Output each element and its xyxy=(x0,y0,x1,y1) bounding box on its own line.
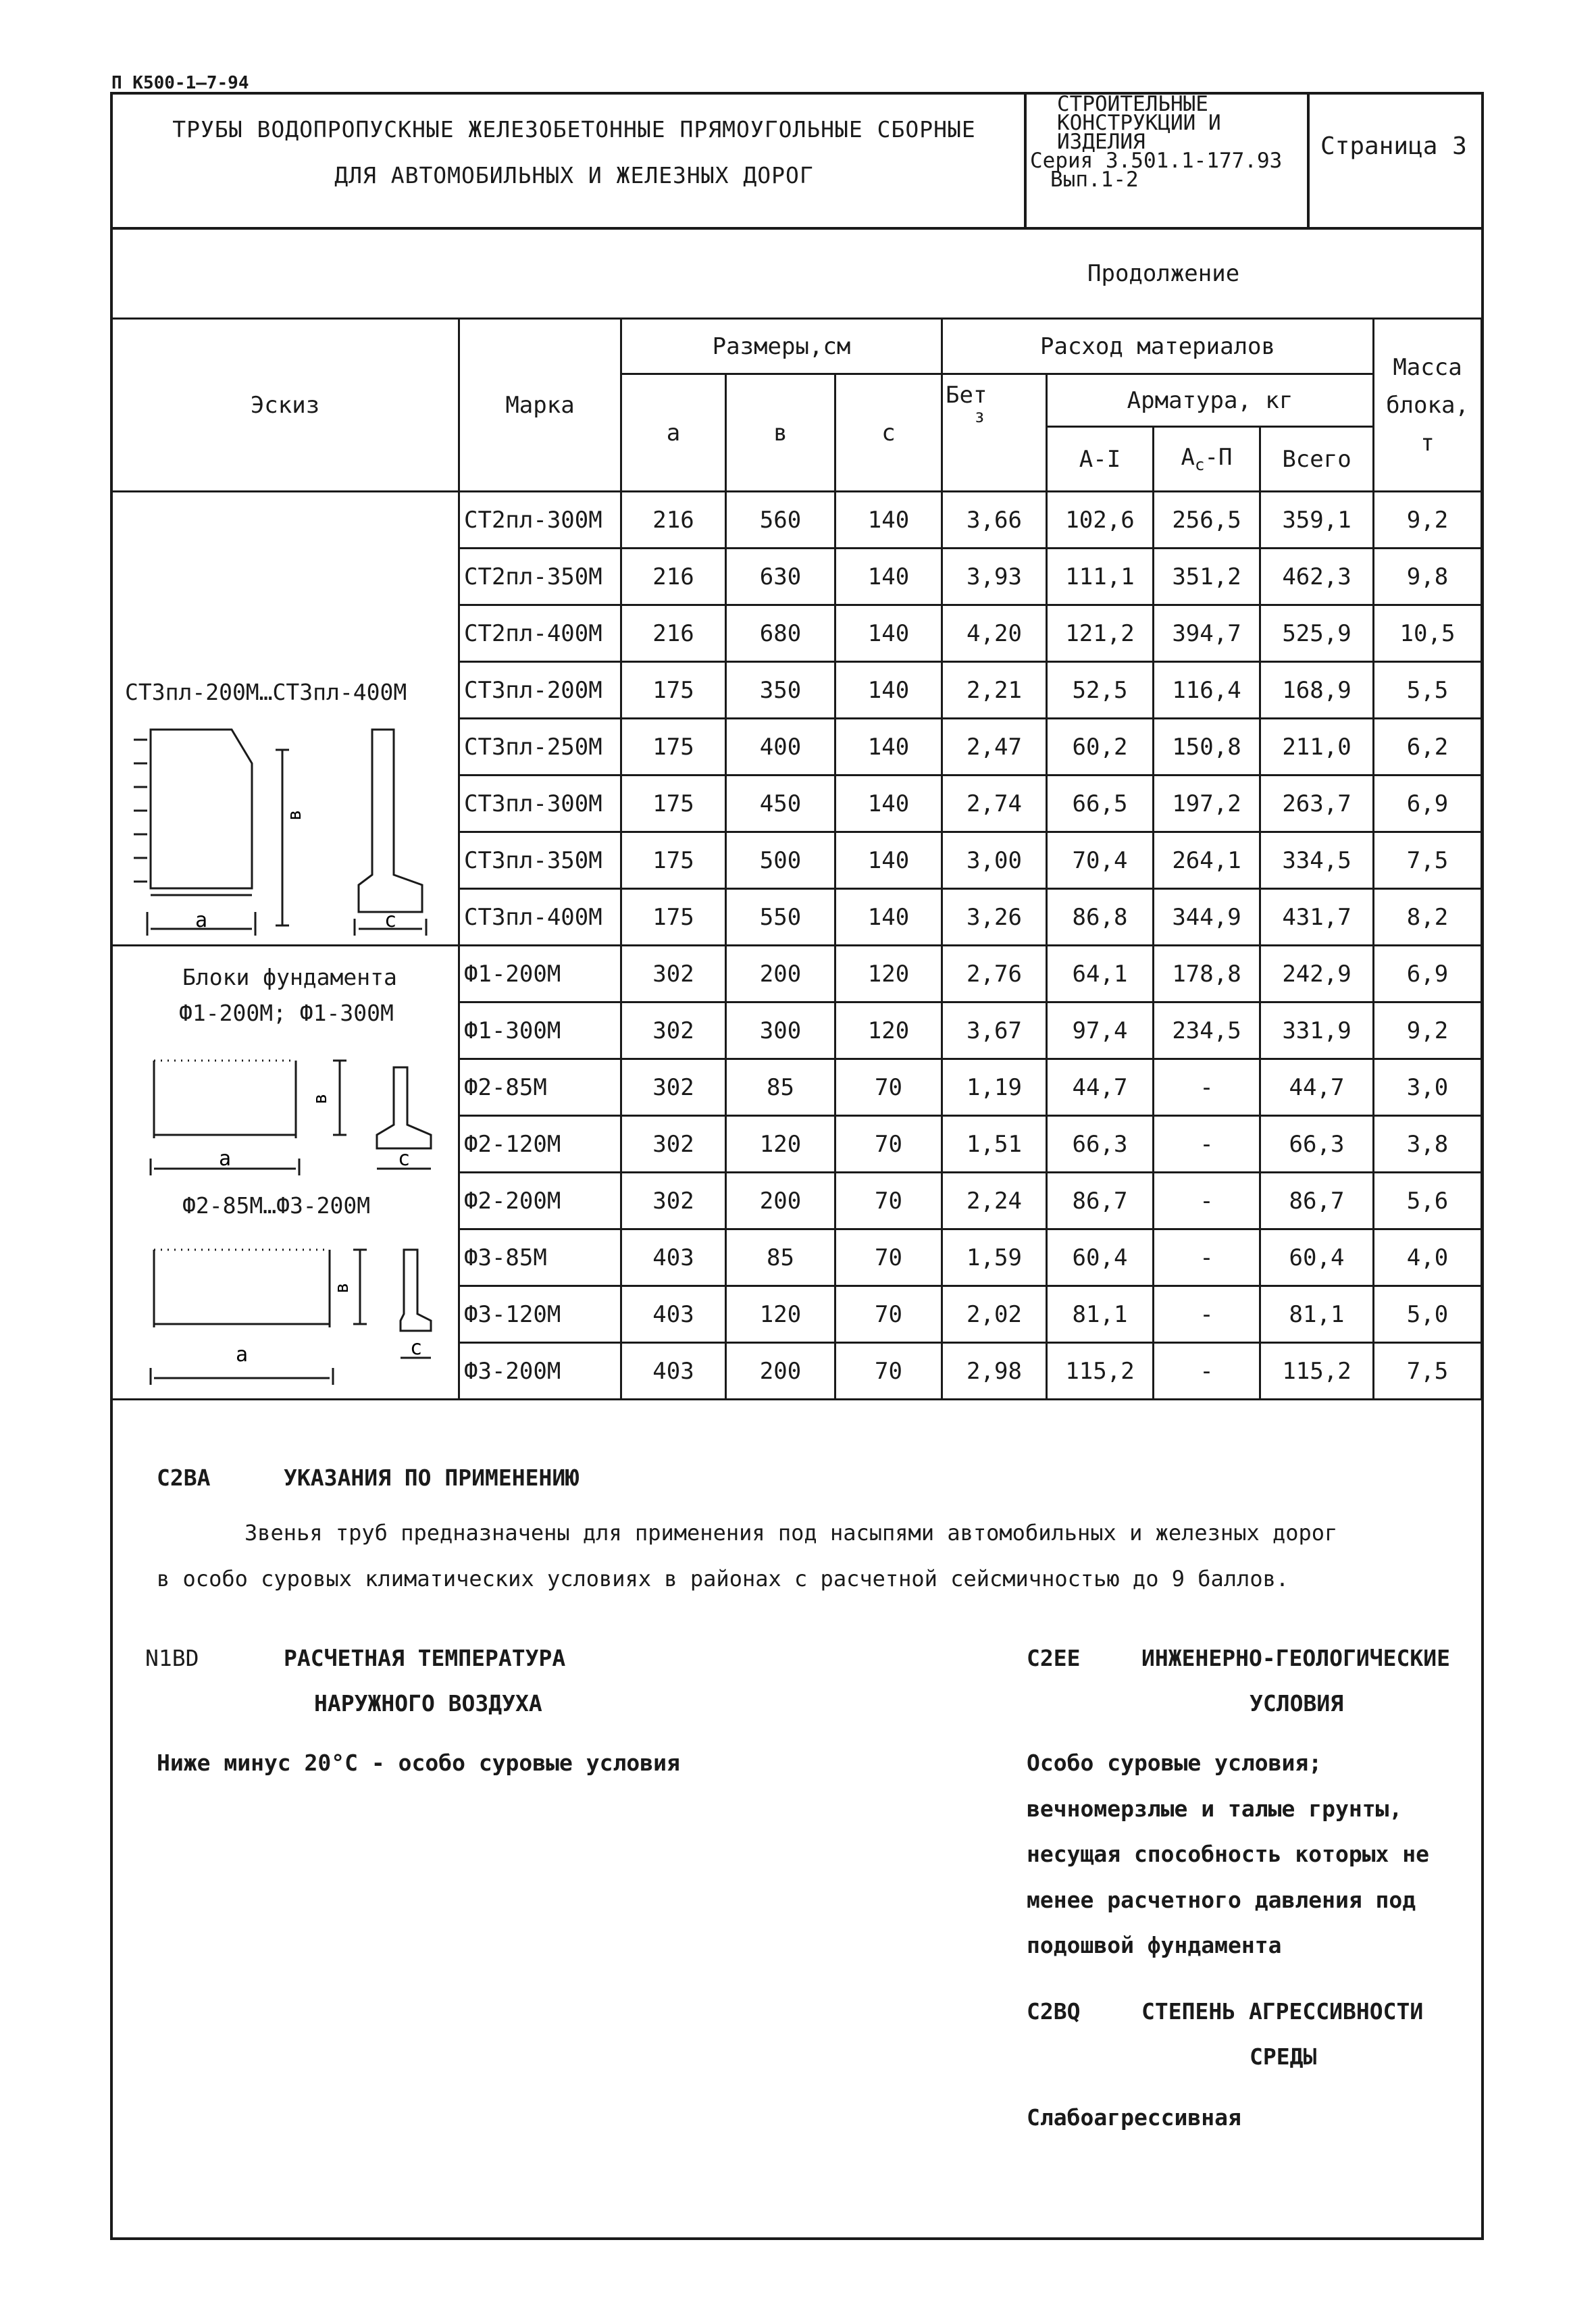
cell-mark: Ф1-300М xyxy=(459,1002,621,1059)
header-ac2-main: А xyxy=(1181,444,1195,472)
cell-ac2: 234,5 xyxy=(1154,1002,1260,1059)
issue-number: Вып.1-2 xyxy=(1050,168,1139,192)
cell-b: 120 xyxy=(726,1116,835,1173)
cell-total: 115,2 xyxy=(1260,1343,1374,1400)
cell-mass: 9,2 xyxy=(1374,492,1482,549)
cell-mass: 3,0 xyxy=(1374,1059,1482,1116)
cell-b: 85 xyxy=(726,1059,835,1116)
cell-total: 211,0 xyxy=(1260,719,1374,776)
cell-a1: 102,6 xyxy=(1047,492,1154,549)
cell-a1: 97,4 xyxy=(1047,1002,1154,1059)
header-total: Всего xyxy=(1260,427,1374,492)
block2-section xyxy=(401,1250,431,1331)
cell-a: 302 xyxy=(621,1059,726,1116)
cell-mass: 6,9 xyxy=(1374,776,1482,832)
cell-ac2: 178,8 xyxy=(1154,946,1260,1002)
cell-c: 140 xyxy=(835,492,942,549)
cell-c: 70 xyxy=(835,1229,942,1286)
header-ac2-sub: с xyxy=(1195,455,1205,474)
geo-code: С2ЕЕ xyxy=(1027,1645,1081,1671)
title-line-1: ТРУБЫ ВОДОПРОПУСКНЫЕ ЖЕЛЕЗОБЕТОННЫЕ ПРЯМОУГОЛЬНЫЕ СБОРНЫЕ xyxy=(172,116,976,143)
header-mass-unit: т xyxy=(1420,429,1435,457)
cell-b: 85 xyxy=(726,1229,835,1286)
cell-ac2: - xyxy=(1154,1116,1260,1173)
cell-concrete: 1,59 xyxy=(942,1229,1047,1286)
cell-b: 630 xyxy=(726,549,835,605)
cell-mass: 4,0 xyxy=(1374,1229,1482,1286)
cell-a: 216 xyxy=(621,492,726,549)
cell-c: 120 xyxy=(835,946,942,1002)
cell-mark: Ф3-85М xyxy=(459,1229,621,1286)
cell-mass: 7,5 xyxy=(1374,832,1482,889)
cell-a: 403 xyxy=(621,1343,726,1400)
header-mass-line1: Масса xyxy=(1393,353,1462,381)
cell-b: 400 xyxy=(726,719,835,776)
cell-ac2: 197,2 xyxy=(1154,776,1260,832)
cell-concrete: 1,19 xyxy=(942,1059,1047,1116)
geo-text-3: несущая способность которых не xyxy=(1027,1841,1430,1867)
cell-total: 168,9 xyxy=(1260,662,1374,719)
cell-total: 66,3 xyxy=(1260,1116,1374,1173)
cell-a: 175 xyxy=(621,776,726,832)
doc-number: П К500-1—7-94 xyxy=(111,73,249,93)
cell-a1: 60,2 xyxy=(1047,719,1154,776)
category-line-3: ИЗДЕЛИЯ xyxy=(1057,130,1145,154)
temp-code: N1BD xyxy=(145,1645,199,1671)
cell-c: 120 xyxy=(835,1002,942,1059)
cell-mass: 10,5 xyxy=(1374,605,1482,662)
cell-total: 86,7 xyxy=(1260,1173,1374,1229)
cell-total: 431,7 xyxy=(1260,889,1374,946)
geo-text-4: менее расчетного давления под xyxy=(1027,1887,1416,1913)
cell-ac2: - xyxy=(1154,1059,1260,1116)
geo-text-2: вечномерзлые и талые грунты, xyxy=(1027,1796,1403,1822)
header-mass xyxy=(1374,319,1482,492)
header-sketch: Эскиз xyxy=(111,319,459,492)
cell-ac2: 344,9 xyxy=(1154,889,1260,946)
cell-total: 334,5 xyxy=(1260,832,1374,889)
cell-total: 81,1 xyxy=(1260,1286,1374,1343)
cell-a: 302 xyxy=(621,1116,726,1173)
cell-b: 120 xyxy=(726,1286,835,1343)
block2-dim-b xyxy=(353,1250,367,1324)
cell-ac2: 256,5 xyxy=(1154,492,1260,549)
cell-mark: СТ3пл-350М xyxy=(459,832,621,889)
wall-label-c: с xyxy=(384,909,397,932)
walls-caption: СТ3пл-200М…СТ3пл-400М xyxy=(125,679,407,705)
cell-a1: 44,7 xyxy=(1047,1059,1154,1116)
cell-a: 403 xyxy=(621,1229,726,1286)
cell-a1: 111,1 xyxy=(1047,549,1154,605)
temp-title-2: НАРУЖНОГО ВОЗДУХА xyxy=(314,1690,542,1717)
series-block xyxy=(1030,92,1283,192)
cell-total: 462,3 xyxy=(1260,549,1374,605)
cell-concrete: 2,47 xyxy=(942,719,1047,776)
header-mark: Марка xyxy=(459,319,621,492)
header-ac2 xyxy=(1154,427,1260,492)
cell-c: 140 xyxy=(835,832,942,889)
cell-concrete: 3,93 xyxy=(942,549,1047,605)
cell-mass: 9,8 xyxy=(1374,549,1482,605)
cell-mass: 3,8 xyxy=(1374,1116,1482,1173)
cell-concrete: 2,02 xyxy=(942,1286,1047,1343)
header-divider xyxy=(110,227,1484,230)
cell-concrete: 3,67 xyxy=(942,1002,1047,1059)
cell-mark: Ф1-200М xyxy=(459,946,621,1002)
cell-a: 175 xyxy=(621,719,726,776)
cell-mass: 7,5 xyxy=(1374,1343,1482,1400)
cell-ac2: 394,7 xyxy=(1154,605,1260,662)
cell-mass: 6,9 xyxy=(1374,946,1482,1002)
page-number: Страница 3 xyxy=(1320,132,1467,160)
temp-text: Ниже минус 20°С - особо суровые условия xyxy=(157,1750,680,1776)
header-vdivider-1 xyxy=(1024,92,1027,227)
block2-label-b: в xyxy=(330,1282,353,1294)
cell-mark: Ф3-200М xyxy=(459,1343,621,1400)
cell-a1: 121,2 xyxy=(1047,605,1154,662)
cell-mark: СТ2пл-300М xyxy=(459,492,621,549)
cell-a: 175 xyxy=(621,662,726,719)
wall-ticks xyxy=(134,740,147,882)
cell-concrete: 3,26 xyxy=(942,889,1047,946)
cell-mark: СТ3пл-250М xyxy=(459,719,621,776)
cell-total: 263,7 xyxy=(1260,776,1374,832)
header-concrete xyxy=(942,374,1047,492)
cell-mark: СТ3пл-200М xyxy=(459,662,621,719)
aggr-title-1: СТЕПЕНЬ АГРЕССИВНОСТИ xyxy=(1141,1998,1424,2025)
cell-a1: 52,5 xyxy=(1047,662,1154,719)
cell-b: 200 xyxy=(726,1173,835,1229)
header-vdivider-2 xyxy=(1307,92,1310,227)
cell-b: 500 xyxy=(726,832,835,889)
cell-a: 403 xyxy=(621,1286,726,1343)
wall-label-a: а xyxy=(195,909,208,932)
cell-a1: 64,1 xyxy=(1047,946,1154,1002)
cell-total: 60,4 xyxy=(1260,1229,1374,1286)
cell-mark: Ф2-120М xyxy=(459,1116,621,1173)
wall-label-b: в xyxy=(283,809,305,821)
usage-title: УКАЗАНИЯ ПО ПРИМЕНЕНИЮ xyxy=(284,1465,580,1491)
cell-mass: 5,6 xyxy=(1374,1173,1482,1229)
cell-a1: 66,3 xyxy=(1047,1116,1154,1173)
block2-dim-a xyxy=(151,1368,333,1385)
cell-mark: СТ2пл-350М xyxy=(459,549,621,605)
cell-mark: СТ3пл-300М xyxy=(459,776,621,832)
cell-b: 200 xyxy=(726,946,835,1002)
header-b: в xyxy=(726,374,835,492)
cell-concrete: 3,00 xyxy=(942,832,1047,889)
cell-mark: СТ2пл-400М xyxy=(459,605,621,662)
cell-c: 140 xyxy=(835,549,942,605)
cell-a: 302 xyxy=(621,1173,726,1229)
aggr-text: Слабоагрессивная xyxy=(1027,2104,1241,2131)
cell-b: 680 xyxy=(726,605,835,662)
cell-a: 302 xyxy=(621,946,726,1002)
block2-label-a: а xyxy=(235,1343,249,1367)
usage-text-2: в особо суровых климатических условиях в районах с расчетной сейсмичностью до 9 баллов. xyxy=(157,1566,1289,1592)
cell-mass: 6,2 xyxy=(1374,719,1482,776)
header-mass-line2: блока, xyxy=(1386,391,1469,419)
cell-total: 525,9 xyxy=(1260,605,1374,662)
block2-label-c: с xyxy=(409,1336,423,1360)
title-line-2: ДЛЯ АВТОМОБИЛЬНЫХ И ЖЕЛЕЗНЫХ ДОРОГ xyxy=(334,162,814,188)
block1-dotted-body xyxy=(154,1061,296,1135)
cell-c: 140 xyxy=(835,776,942,832)
cell-c: 70 xyxy=(835,1173,942,1229)
cell-mark: Ф3-120М xyxy=(459,1286,621,1343)
cell-ac2: 116,4 xyxy=(1154,662,1260,719)
cell-mass: 9,2 xyxy=(1374,1002,1482,1059)
cell-total: 44,7 xyxy=(1260,1059,1374,1116)
cell-a1: 86,7 xyxy=(1047,1173,1154,1229)
cell-a1: 70,4 xyxy=(1047,832,1154,889)
block1-label-a: а xyxy=(218,1147,232,1171)
cell-concrete: 2,24 xyxy=(942,1173,1047,1229)
cell-a: 216 xyxy=(621,549,726,605)
table-row xyxy=(111,492,1482,549)
header-concrete-label: Бет xyxy=(946,382,987,409)
cell-ac2: - xyxy=(1154,1173,1260,1229)
temp-title-1: РАСЧЕТНАЯ ТЕМПЕРАТУРА xyxy=(284,1645,566,1671)
cell-b: 550 xyxy=(726,889,835,946)
cell-b: 450 xyxy=(726,776,835,832)
cell-a1: 60,4 xyxy=(1047,1229,1154,1286)
cell-concrete: 2,76 xyxy=(942,946,1047,1002)
cell-ac2: 351,2 xyxy=(1154,549,1260,605)
header-ac2-tail: -П xyxy=(1204,444,1233,472)
cell-concrete: 2,74 xyxy=(942,776,1047,832)
cell-ac2: 150,8 xyxy=(1154,719,1260,776)
foundation-block-sketch xyxy=(110,1040,458,1182)
cell-total: 242,9 xyxy=(1260,946,1374,1002)
header-c: с xyxy=(835,374,942,492)
cell-mark: Ф2-200М xyxy=(459,1173,621,1229)
usage-code: С2ВА xyxy=(157,1465,211,1491)
cell-c: 70 xyxy=(835,1059,942,1116)
header-sizes: Размеры,см xyxy=(621,319,942,374)
small-block-sketch xyxy=(110,1236,458,1392)
block1-dim-b xyxy=(333,1061,346,1135)
cell-a: 175 xyxy=(621,889,726,946)
cell-a: 302 xyxy=(621,1002,726,1059)
block1-section xyxy=(377,1067,431,1148)
wall-sketch xyxy=(110,703,458,952)
cell-b: 300 xyxy=(726,1002,835,1059)
cell-c: 140 xyxy=(835,662,942,719)
cell-mark: СТ3пл-400М xyxy=(459,889,621,946)
cell-ac2: 264,1 xyxy=(1154,832,1260,889)
cell-concrete: 2,21 xyxy=(942,662,1047,719)
cell-c: 140 xyxy=(835,719,942,776)
cell-c: 70 xyxy=(835,1286,942,1343)
cell-concrete: 4,20 xyxy=(942,605,1047,662)
cell-c: 140 xyxy=(835,605,942,662)
header-a: а xyxy=(621,374,726,492)
cell-a1: 66,5 xyxy=(1047,776,1154,832)
block1-label-c: с xyxy=(397,1147,411,1171)
geo-title-2: УСЛОВИЯ xyxy=(1250,1690,1344,1717)
cell-a1: 86,8 xyxy=(1047,889,1154,946)
blocks-caption-2: Ф1-200М; Ф1-300М xyxy=(179,1000,394,1026)
small-blocks-caption: Ф2-85М…Ф3-200М xyxy=(182,1192,371,1219)
cell-mass: 5,0 xyxy=(1374,1286,1482,1343)
blocks-caption-1: Блоки фундамента xyxy=(182,964,397,990)
header-a1: А-I xyxy=(1047,427,1154,492)
header-concrete-unit: ³ xyxy=(973,409,987,436)
cell-b: 350 xyxy=(726,662,835,719)
cell-ac2: - xyxy=(1154,1343,1260,1400)
cell-concrete: 2,98 xyxy=(942,1343,1047,1400)
cell-a: 175 xyxy=(621,832,726,889)
cell-mass: 5,5 xyxy=(1374,662,1482,719)
geo-text-5: подошвой фундамента xyxy=(1027,1932,1282,1958)
geo-text-1: Особо суровые условия; xyxy=(1027,1750,1322,1776)
continuation-label: Продолжение xyxy=(1087,260,1240,287)
category-line-1: СТРОИТЕЛЬНЫЕ xyxy=(1057,92,1208,116)
category-line-2: КОНСТРУКЦИИ И xyxy=(1057,111,1221,135)
cell-c: 70 xyxy=(835,1116,942,1173)
cell-mark: Ф2-85М xyxy=(459,1059,621,1116)
cell-b: 200 xyxy=(726,1343,835,1400)
cell-ac2: - xyxy=(1154,1286,1260,1343)
usage-text-1: Звенья труб предназначены для применения под насыпями автомобильных и железных дорог xyxy=(244,1520,1338,1546)
aggr-title-2: СРЕДЫ xyxy=(1250,2043,1317,2070)
wall-section xyxy=(359,730,422,912)
cell-b: 560 xyxy=(726,492,835,549)
geo-title-1: ИНЖЕНЕРНО-ГЕОЛОГИЧЕСКИЕ xyxy=(1141,1645,1450,1671)
cell-c: 140 xyxy=(835,889,942,946)
series-number: Серия 3.501.1-177.93 xyxy=(1030,149,1283,173)
block2-dotted-body xyxy=(154,1250,330,1324)
cell-a1: 81,1 xyxy=(1047,1286,1154,1343)
header-rebar: Арматура, кг xyxy=(1047,374,1374,427)
cell-total: 331,9 xyxy=(1260,1002,1374,1059)
wall-elevation xyxy=(151,730,252,888)
cell-a1: 115,2 xyxy=(1047,1343,1154,1400)
cell-concrete: 1,51 xyxy=(942,1116,1047,1173)
aggr-code: С2BQ xyxy=(1027,1998,1081,2025)
cell-concrete: 3,66 xyxy=(942,492,1047,549)
block1-label-b: в xyxy=(309,1093,331,1104)
cell-total: 359,1 xyxy=(1260,492,1374,549)
header-materials: Расход материалов xyxy=(942,319,1374,374)
cell-a: 216 xyxy=(621,605,726,662)
cell-mass: 8,2 xyxy=(1374,889,1482,946)
cell-ac2: - xyxy=(1154,1229,1260,1286)
cell-c: 70 xyxy=(835,1343,942,1400)
